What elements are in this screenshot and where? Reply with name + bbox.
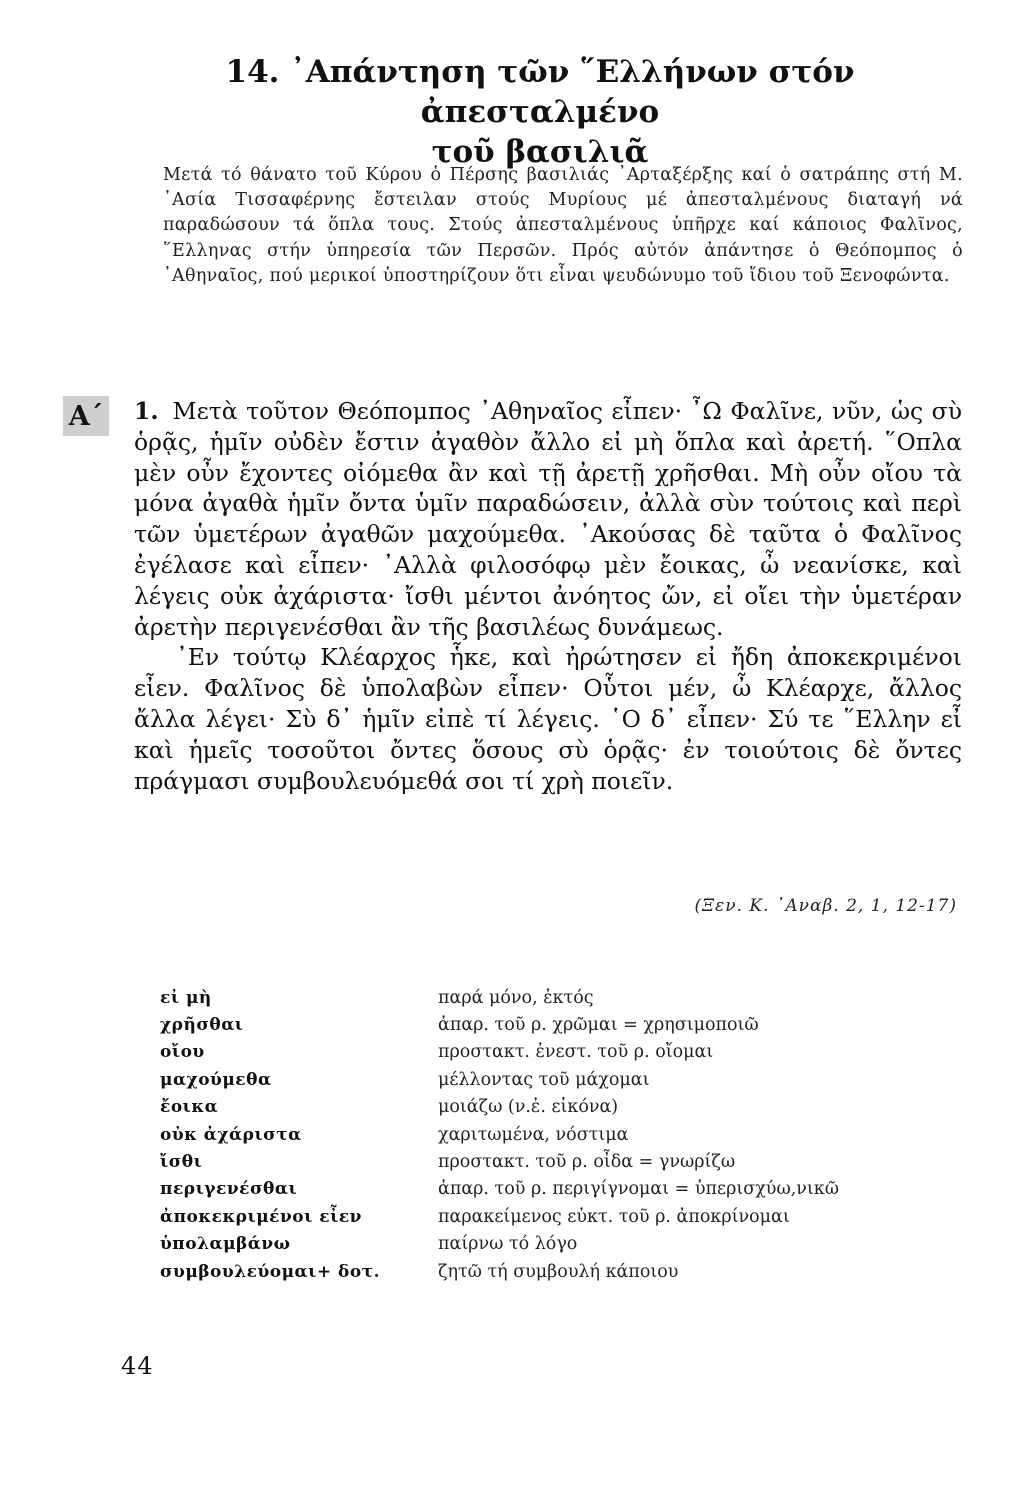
section-marker: Α΄ bbox=[63, 396, 109, 436]
glossary-row bbox=[160, 984, 980, 1011]
glossary-term: ἔοικα bbox=[160, 1097, 219, 1118]
glossary-term: εἰ μὴ bbox=[160, 987, 212, 1008]
glossary-row bbox=[160, 1148, 980, 1175]
glossary-term: οἴου bbox=[160, 1042, 205, 1063]
glossary-row bbox=[160, 1258, 980, 1285]
paragraph-number: 1. bbox=[134, 397, 159, 425]
glossary-term: χρῆσθαι bbox=[160, 1015, 244, 1036]
glossary-definition: χαριτωμένα, νόστιμα bbox=[438, 1124, 629, 1145]
glossary-row bbox=[160, 1176, 980, 1203]
glossary-row bbox=[160, 1011, 980, 1038]
glossary-definition: παίρνω τό λόγο bbox=[438, 1234, 578, 1255]
text-paragraph-2: ᾿Εν τούτῳ Κλέαρχος ἧκε, καὶ ἠρώτησεν εἰ ἤδη ἀποκεκριμένοι εἶεν. Φαλῖνος δὲ ὑπολαβὼν εἶπεν· Οὗτοι μέν, ὦ Κλέαρχε, ἄλλος ἄλλα λέγει· Σὺ δ᾿ ἡμῖν εἰπὲ τί λέγεις. ῾Ο δ᾿ εἶπεν· Σύ τε ῞Ελλην εἶ καὶ ἡμεῖς τοσοῦτοι ὄντες ὅσους σὺ ὁρᾷς· ἐν τοιούτοις δὲ ὄντες πράγμασι συμβουλευόμεθά σοι τί χρὴ ποιεῖν. bbox=[134, 643, 962, 795]
glossary-term: συμβουλεύομαι+ δοτ. bbox=[160, 1261, 381, 1282]
page-number: 44 bbox=[121, 1352, 154, 1380]
glossary-term: οὐκ ἀχάριστα bbox=[160, 1124, 302, 1145]
glossary-definition: μοιάζω (ν.ἐ. εἰκόνα) bbox=[438, 1097, 619, 1118]
glossary-row bbox=[160, 1039, 980, 1066]
text-paragraph-1-content: Μετὰ τοῦτον Θεόπομπος ᾿Αθηναῖος εἶπεν· ῏Ω Φαλῖνε, νῦν, ὡς σὺ ὁρᾷς, ἡμῖν οὐδὲν ἔστιν ἀγαθὸν ἄλλο εἰ μὴ ὅπλα καὶ ἀρετή. ῞Οπλα μὲν οὖν ἔχοντες οἰόμεθα ἂν καὶ τῇ ἀρετῇ χρῆσθαι. Μὴ οὖν οἴου τὰ μόνα ἀγαθὰ ἡμῖν ὄντα ὑμῖν παραδώσειν, ἀλλὰ σὺν τούτοις καὶ περὶ τῶν ὑμετέρων ἀγαθῶν μαχούμεθα. ᾿Ακούσας δὲ ταῦτα ὁ Φαλῖνος ἐγέλασε καὶ εἶπεν· ᾿Αλλὰ φιλοσόφῳ μὲν ἔοικας, ὦ νεανίσκε, καὶ λέγεις οὐκ ἀχάριστα· ἴσθι μέντοι ἀνόητος ὤν, εἰ οἴει τὴν ὑμετέραν ἀρετὴν περιγενέσθαι ἂν τῆς βασιλέως δυνάμεως. bbox=[134, 397, 962, 641]
glossary-definition: ἀπαρ. τοῦ ρ. περιγίγνομαι = ὑπερισχύω,νικῶ bbox=[438, 1179, 839, 1200]
page-title-line-2: τοῦ βασιλιᾶ bbox=[431, 134, 649, 170]
glossary-term: ὑπολαμβάνω bbox=[160, 1234, 291, 1255]
glossary-row bbox=[160, 1231, 980, 1258]
glossary-row bbox=[160, 1203, 980, 1230]
text-paragraph-1 bbox=[134, 396, 962, 642]
glossary-definition: μέλλοντας τοῦ μάχομαι bbox=[438, 1069, 650, 1090]
glossary-row bbox=[160, 1066, 980, 1093]
page-title-line-1: 14. ᾿Απάντηση τῶν ῞Ελλήνων στόν ἀπεσταλμένο bbox=[225, 54, 855, 130]
glossary-definition: προστακτ. ἐνεστ. τοῦ ρ. οἴομαι bbox=[438, 1042, 714, 1063]
glossary-definition: ἀπαρ. τοῦ ρ. χρῶμαι = χρησιμοποιῶ bbox=[438, 1015, 759, 1036]
glossary-term: μαχούμεθα bbox=[160, 1069, 272, 1090]
glossary-definition: ζητῶ τή συμβουλή κάποιου bbox=[438, 1261, 679, 1282]
glossary-row bbox=[160, 1121, 980, 1148]
glossary-term: περιγενέσθαι bbox=[160, 1179, 298, 1200]
glossary bbox=[160, 984, 980, 1285]
citation: (Ξεν. Κ. ᾿Αναβ. 2, 1, 12-17) bbox=[694, 896, 957, 916]
glossary-term: ἀποκεκριμένοι εἶεν bbox=[160, 1206, 362, 1227]
ancient-text bbox=[134, 396, 962, 796]
glossary-term: ἴσθι bbox=[160, 1152, 203, 1173]
glossary-definition: προστακτ. τοῦ ρ. οἶδα = γνωρίζω bbox=[438, 1152, 736, 1173]
glossary-row bbox=[160, 1094, 980, 1121]
glossary-definition: παρά μόνο, ἐκτός bbox=[438, 987, 594, 1008]
intro-paragraph: Μετά τό θάνατο τοῦ Κύρου ὁ Πέρσης βασιλιάς ᾿Αρταξέρξης καί ὁ σατράπης στή Μ. ᾿Ασία Τισσαφέρνης ἔστειλαν στούς Μυρίους μέ ἀπεσταλμένους διαταγή νά παραδώσουν τά ὅπλα τους. Στούς ἀπεσταλμένους ὑπῆρχε καί κάποιος Φαλῖνος, ῞Ελληνας στήν ὑπηρεσία τῶν Περσῶν. Πρός αὐτόν ἀπάντησε ὁ Θεόπομπος ὁ ᾿Αθηναῖος, πού μερικοί ὑποστηρίζουν ὅτι εἶναι ψευδώνυμο τοῦ ἴδιου τοῦ Ξενοφώντα. bbox=[163, 165, 963, 286]
glossary-definition: παρακείμενος εὐκτ. τοῦ ρ. ἀποκρίνομαι bbox=[438, 1206, 790, 1227]
page-title bbox=[130, 52, 950, 172]
